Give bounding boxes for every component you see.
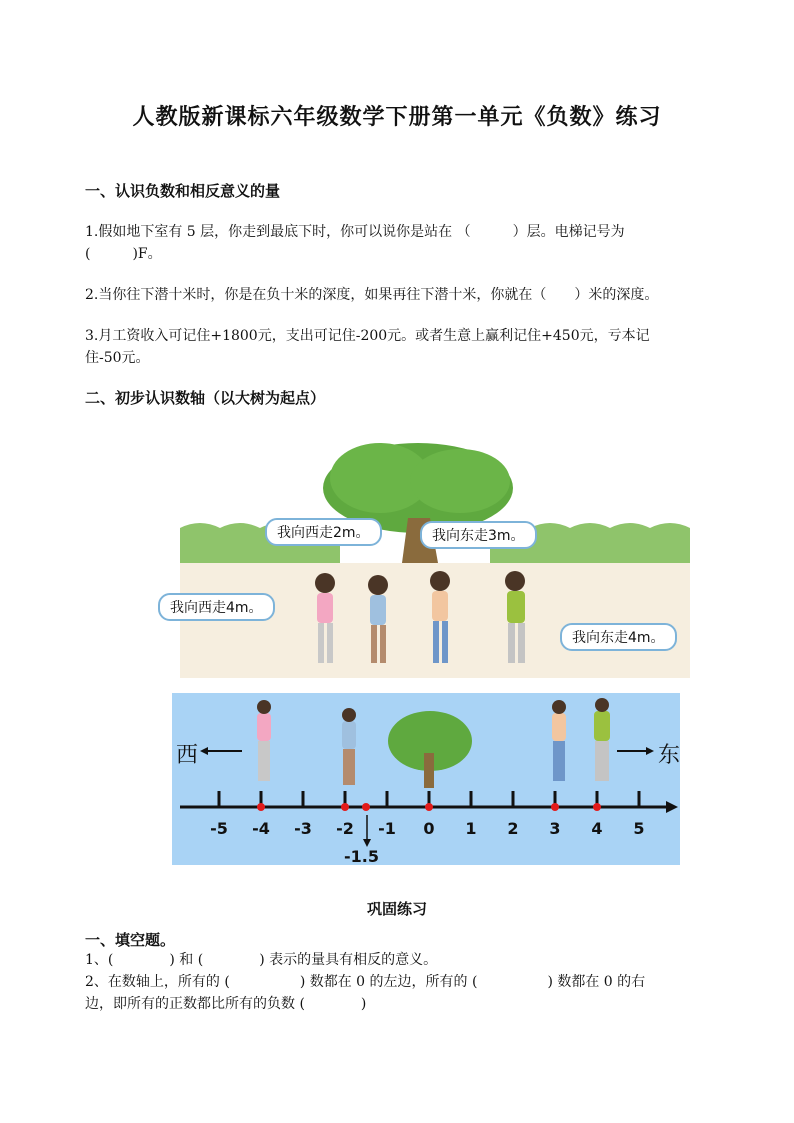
tick-label: -3 [294, 819, 312, 838]
practice-question-2-line1: 2、在数轴上，所有的 ( ) 数都在 0 的左边，所有的 ( ) 数都在 0 的右 [85, 974, 646, 990]
tick-label: 4 [591, 819, 603, 838]
section2-heading: 二、初步认识数轴（以大树为起点） [85, 389, 326, 407]
fill-in-heading: 一、填空题。 [85, 931, 176, 949]
position-dot [362, 803, 370, 811]
position-dot [257, 803, 265, 811]
kid-4 [505, 571, 525, 663]
position-dot [341, 803, 349, 811]
practice-question-1: 1、( ) 和 ( ) 表示的量具有相反的意义。 [85, 952, 438, 968]
page-title: 人教版新课标六年级数学下册第一单元《负数》练习 [132, 104, 662, 130]
practice-heading: 巩固练习 [366, 900, 427, 918]
question-1-line2: ( )F。 [85, 246, 162, 262]
tick-label: 3 [549, 819, 561, 838]
number-line-panel [172, 693, 680, 865]
east-label: 东 [658, 743, 680, 768]
speech-bubble-west-2m: 我向西走2m。 [265, 518, 382, 546]
position-dot [593, 803, 601, 811]
tick-label: -5 [210, 819, 228, 838]
tick-label: -2 [336, 819, 354, 838]
speech-bubble-east-3m: 我向东走3m。 [420, 521, 537, 549]
marker-label: -1.5 [344, 847, 379, 865]
tick-label: -1 [378, 819, 396, 838]
speech-bubble-west-4m: 我向西走4m。 [158, 593, 275, 621]
tick-label: 5 [633, 819, 645, 838]
tick-label: 1 [465, 819, 477, 838]
tree-illustration [150, 433, 690, 678]
question-2: 2.当你往下潜十米时，你是在负十米的深度，如果再往下潜十米，你就在（ ）米的深度。 [85, 287, 659, 303]
question-1-line1: 1.假如地下室有 5 层，你走到最底下时，你可以说你是站在 （ ）层。电梯记号为 [85, 224, 625, 240]
tick-label: 2 [507, 819, 519, 838]
practice-question-2-line2: 边，即所有的正数都比所有的负数 ( ) [85, 996, 367, 1012]
tick-label: -4 [252, 819, 270, 838]
position-dot [425, 803, 433, 811]
position-dot [551, 803, 559, 811]
question-3-line1: 3.月工资收入可记住+1800元，支出可记住-200元。或者生意上赢利记住+450元，亏本记 [85, 328, 650, 344]
section1-heading: 一、认识负数和相反意义的量 [85, 182, 281, 200]
tick-label: 0 [423, 819, 435, 838]
speech-bubble-east-4m: 我向东走4m。 [560, 623, 677, 651]
question-3-line2: 住-50元。 [85, 350, 150, 366]
number-line-drawing [172, 693, 680, 865]
west-label: 西 [176, 743, 199, 768]
